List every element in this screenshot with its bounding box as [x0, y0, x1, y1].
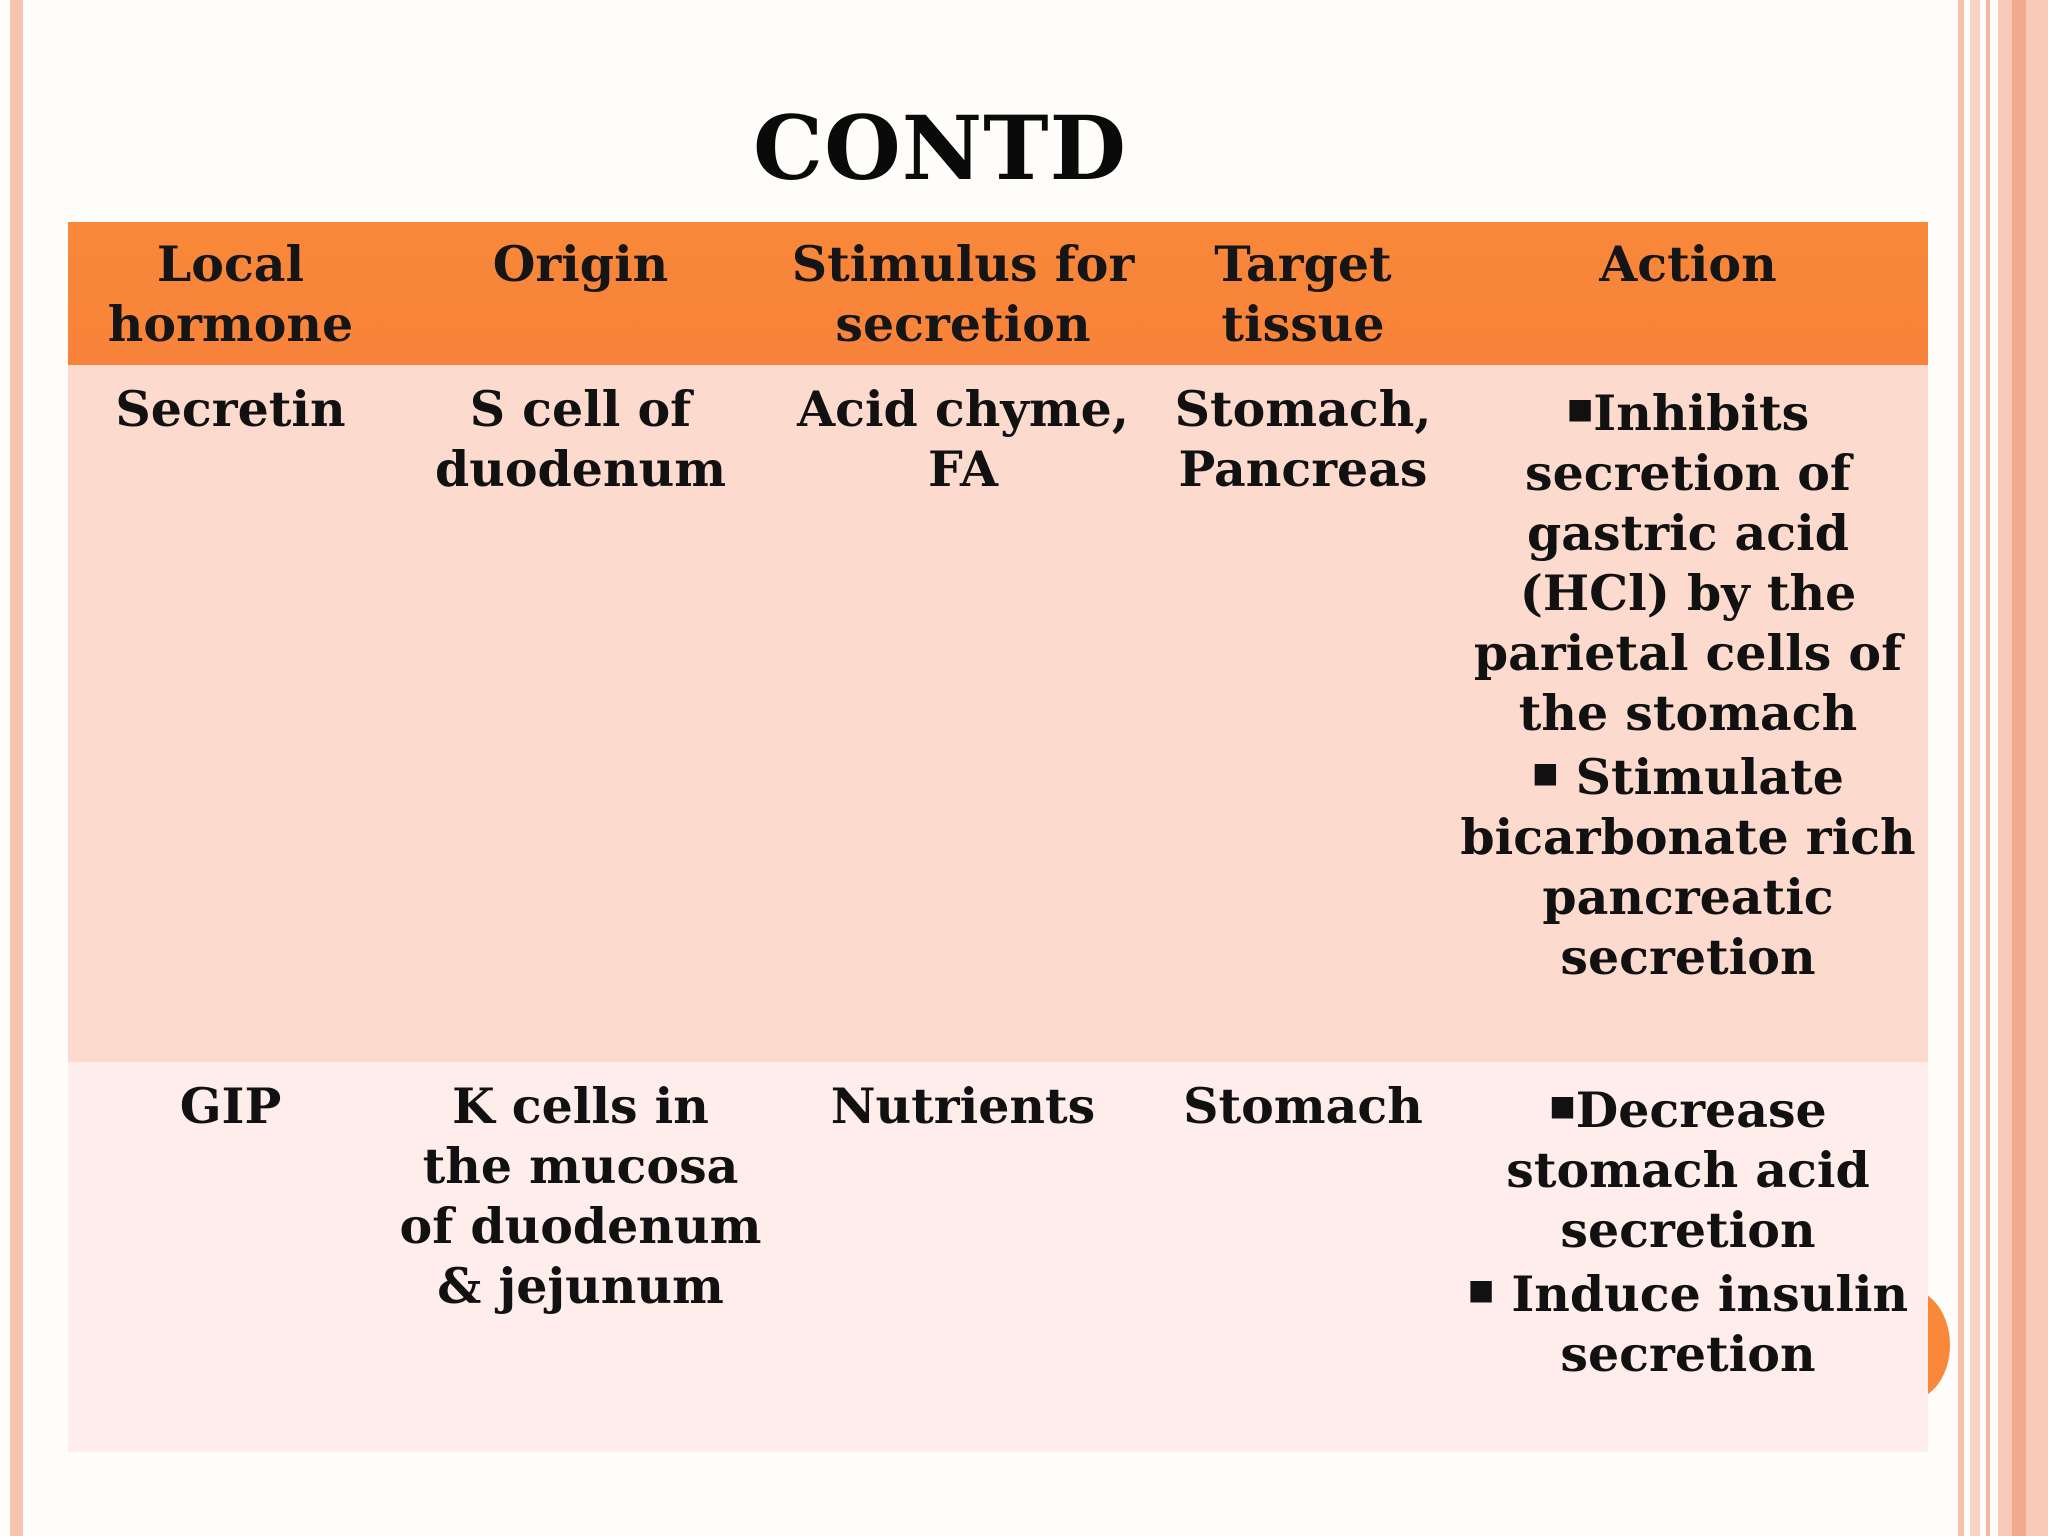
right-border-stripe [2012, 0, 2026, 1536]
table-header-row [68, 222, 1928, 365]
cell-action [1448, 1062, 1928, 1452]
cell-stimulus: Acid chyme, FA [797, 380, 1129, 498]
header-stimulus: Stimulus for secretion [791, 235, 1135, 353]
cell-target: Stomach, Pancreas [1174, 380, 1432, 498]
action-text: Decrease stomach acid secretion [1506, 1081, 1870, 1259]
right-border-stripe [1958, 0, 1964, 1536]
header-action: Action [1599, 235, 1777, 293]
action-bullet [1454, 379, 1922, 743]
right-border-stripe [1970, 0, 1980, 1536]
action-bullet [1454, 1076, 1922, 1260]
action-text: Stimulate bicarbonate rich pancreatic secretion [1460, 748, 1916, 986]
table-row [68, 1062, 1928, 1452]
bullet-square-icon: ■ [1566, 392, 1594, 425]
cell-origin: K cells in the mucosa of duodenum & jejunum [399, 1077, 762, 1315]
action-text: Induce insulin secretion [1511, 1265, 1909, 1383]
bullet-square-icon: ■ [1467, 1273, 1495, 1306]
cell-local-hormone: GIP [179, 1077, 282, 1135]
left-border-stripe [10, 0, 23, 1536]
bullet-square-icon: ■ [1532, 756, 1559, 789]
right-border-stripe [1986, 0, 1990, 1536]
cell-stimulus: Nutrients [830, 1077, 1096, 1135]
header-local-hormone: Local hormone [107, 235, 354, 353]
action-text: Inhibits secretion of gastric acid (HCl) by the parietal cells of the stomach [1473, 384, 1903, 742]
slide-title: CONTD [753, 96, 1127, 200]
hormone-table [68, 222, 1928, 1452]
action-bullet [1454, 1260, 1922, 1384]
cell-local-hormone: Secretin [115, 380, 346, 438]
table-row [68, 365, 1928, 1062]
bullet-square-icon: ■ [1549, 1089, 1576, 1122]
cell-target: Stomach [1183, 1077, 1423, 1135]
cell-action [1448, 365, 1928, 1062]
action-bullet [1454, 743, 1922, 987]
header-target: Target tissue [1214, 235, 1392, 353]
cell-origin: S cell of duodenum [434, 380, 727, 498]
header-origin: Origin [492, 235, 669, 293]
